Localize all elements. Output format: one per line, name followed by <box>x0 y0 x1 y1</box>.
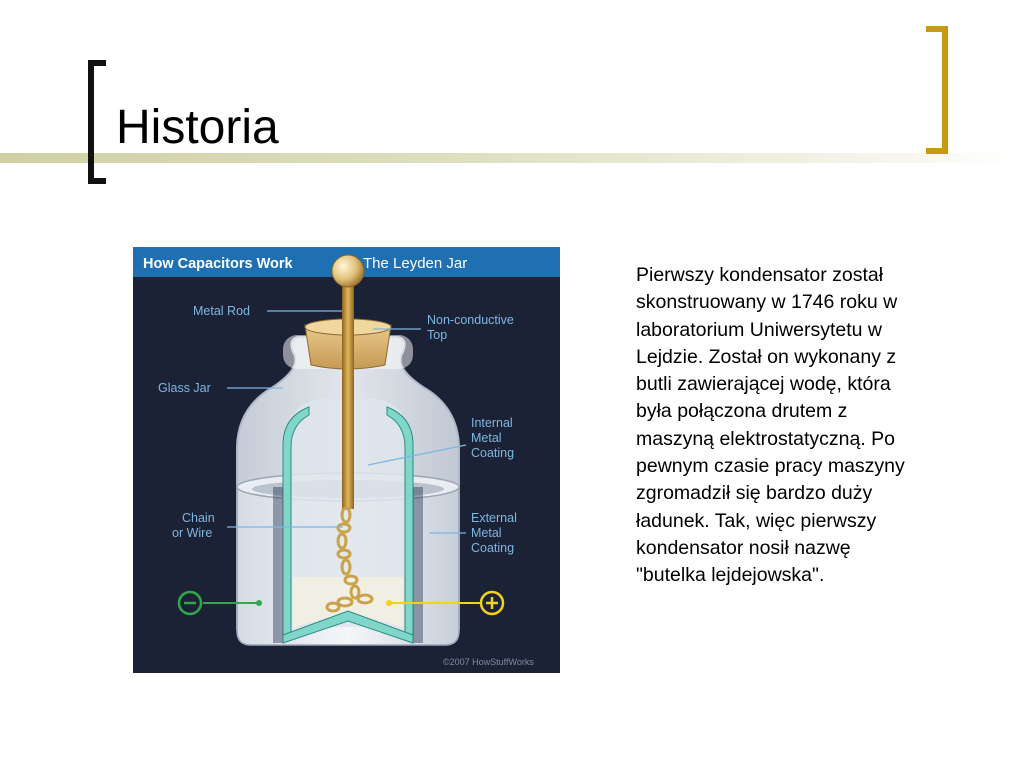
label-internal-2: Metal <box>471 431 502 445</box>
label-chain-1: Chain <box>182 511 215 525</box>
label-internal-1: Internal <box>471 416 513 430</box>
label-external-3: Coating <box>471 541 515 555</box>
label-metal-rod: Metal Rod <box>193 304 250 318</box>
label-non-conductive-2: Top <box>427 328 448 342</box>
right-bracket-decoration <box>926 26 948 154</box>
cut-edge-left <box>273 487 283 643</box>
diagram-header-bold: How Capacitors Work <box>143 256 293 272</box>
diagram-header-sub: The Leyden Jar <box>363 255 468 272</box>
metal-rod <box>342 277 354 509</box>
label-non-conductive-1: Non-conductive <box>427 313 514 327</box>
label-glass-jar: Glass Jar <box>158 381 211 395</box>
label-external-2: Metal <box>471 526 502 540</box>
label-external-1: External <box>471 511 517 525</box>
label-internal-3: Coating <box>471 446 515 460</box>
slide-title: Historia <box>116 101 279 154</box>
label-chain-2: or Wire <box>172 526 213 540</box>
cut-edge-right <box>413 487 423 643</box>
slide-body-text: Pierwszy kondensator został skonstruowany w 1746 roku w laboratorium Uniwersytetu w Lejdzie. Został on wykonany z butli zawierającej wodę, która była połączona drutem z maszyną elektrostatyczną. Po pewnym czasie pracy maszyny zgromadził się bardzo duży ładunek. Tak, więc pierwszy kondensator nosił nazwę "butelka lejdejowska". <box>636 264 905 587</box>
negative-wire-dot <box>256 600 262 606</box>
leyden-jar-diagram <box>133 247 560 673</box>
positive-wire-dot <box>386 600 392 606</box>
left-bracket-decoration <box>88 60 106 184</box>
metal-rod-ball <box>332 255 364 287</box>
diagram-copyright: ©2007 HowStuffWorks <box>443 657 534 667</box>
